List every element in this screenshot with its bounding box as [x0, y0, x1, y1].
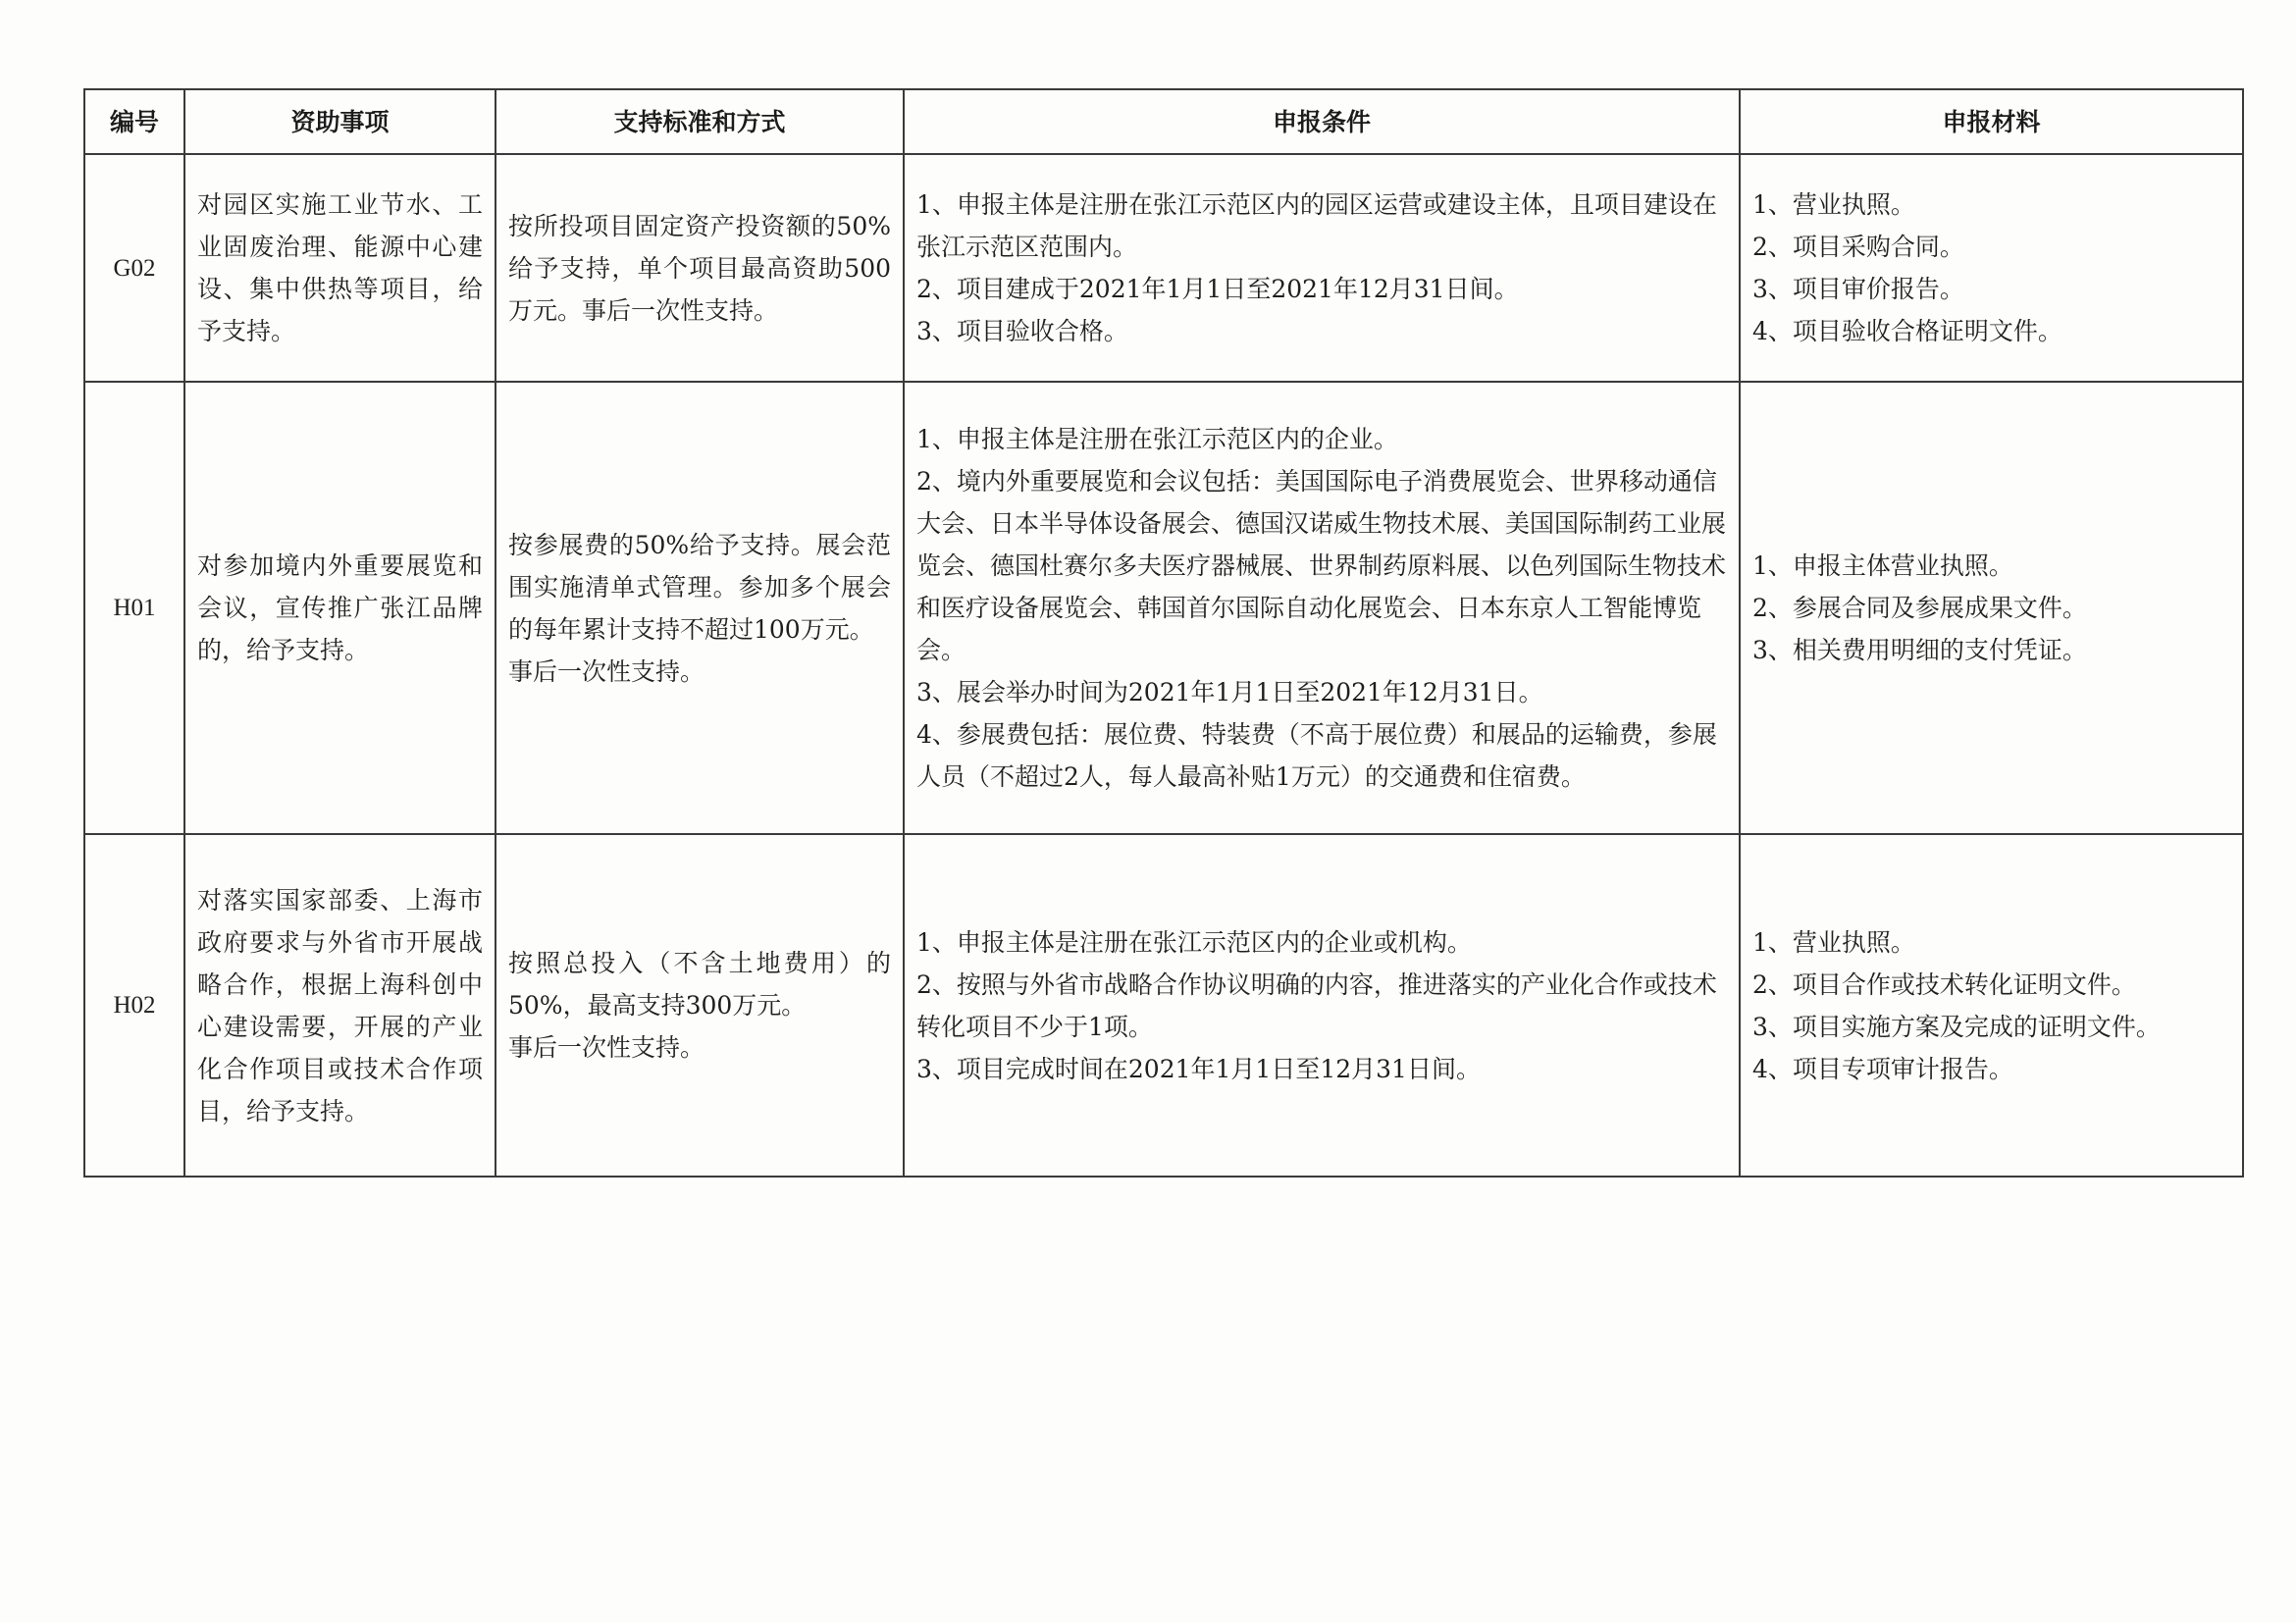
condition-line: 2、境内外重要展览和会议包括：美国国际电子消费展览会、世界移动通信大会、日本半导体设备展会、德国汉诺威生物技术展、美国国际制药工业展览会、德国杜赛尔多夫医疗器械展、世界制药原料展、以色列国际生物技术和医疗设备展览会、韩国首尔国际自动化展览会、日本东京人工智能博览会。	[916, 467, 1727, 664]
row-conditions	[904, 382, 1740, 834]
row-code: H02	[84, 834, 184, 1177]
funding-table	[83, 88, 2244, 1178]
material-line: 3、项目实施方案及完成的证明文件。	[1752, 1012, 2161, 1041]
row-materials	[1740, 154, 2243, 382]
row-standard	[496, 382, 904, 834]
row-standard	[496, 154, 904, 382]
row-item: 对参加境内外重要展览和会议，宣传推广张江品牌的，给予支持。	[184, 382, 496, 834]
material-line: 4、项目验收合格证明文件。	[1752, 317, 2062, 345]
row-item: 对园区实施工业节水、工业固废治理、能源中心建设、集中供热等项目，给予支持。	[184, 154, 496, 382]
material-line: 3、相关费用明细的支付凭证。	[1752, 636, 2087, 664]
material-line: 1、营业执照。	[1752, 190, 1915, 219]
standard-line: 按参展费的50%给予支持。展会范围实施清单式管理。参加多个展会的每年累计支持不超过100万元。	[508, 530, 891, 644]
header-code: 编号	[84, 89, 184, 154]
condition-line: 2、按照与外省市战略合作协议明确的内容，推进落实的产业化合作或技术转化项目不少于1项。	[916, 969, 1717, 1041]
material-line: 3、项目审价报告。	[1752, 275, 1964, 303]
header-conditions: 申报条件	[904, 89, 1740, 154]
condition-line: 2、项目建成于2021年1月1日至2021年12月31日间。	[916, 275, 1519, 303]
row-conditions	[904, 154, 1740, 382]
standard-line: 事后一次性支持。	[508, 1033, 705, 1062]
material-line: 4、项目专项审计报告。	[1752, 1054, 2013, 1083]
condition-line: 4、参展费包括：展位费、特装费（不高于展位费）和展品的运输费，参展人员（不超过2人，每人最高补贴1万元）的交通费和住宿费。	[916, 720, 1717, 791]
material-line: 2、项目采购合同。	[1752, 233, 1964, 261]
header-materials: 申报材料	[1740, 89, 2243, 154]
row-conditions	[904, 834, 1740, 1177]
row-item: 对落实国家部委、上海市政府要求与外省市开展战略合作，根据上海科创中心建设需要，开展的产业化合作项目或技术合作项目，给予支持。	[184, 834, 496, 1177]
table-row	[84, 834, 2243, 1177]
standard-line: 按照总投入（不含土地费用）的50%，最高支持300万元。	[508, 949, 891, 1020]
standard-line: 事后一次性支持。	[508, 656, 705, 686]
table-row	[84, 382, 2243, 834]
condition-line: 1、申报主体是注册在张江示范区内的园区运营或建设主体，且项目建设在张江示范区范围内。	[916, 190, 1717, 261]
material-line: 1、营业执照。	[1752, 927, 1915, 957]
condition-line: 1、申报主体是注册在张江示范区内的企业或机构。	[916, 927, 1472, 957]
material-line: 2、参展合同及参展成果文件。	[1752, 594, 2087, 622]
row-materials	[1740, 834, 2243, 1177]
row-standard	[496, 834, 904, 1177]
table-row	[84, 154, 2243, 382]
condition-line: 3、项目完成时间在2021年1月1日至12月31日间。	[916, 1054, 1481, 1083]
row-code: H01	[84, 382, 184, 834]
standard-line: 按所投项目固定资产投资额的50%给予支持，单个项目最高资助500万元。事后一次性支持。	[508, 211, 891, 325]
material-line: 1、申报主体营业执照。	[1752, 551, 2013, 580]
condition-line: 3、展会举办时间为2021年1月1日至2021年12月31日。	[916, 678, 1543, 707]
table-header-row	[84, 89, 2243, 154]
row-materials	[1740, 382, 2243, 834]
material-line: 2、项目合作或技术转化证明文件。	[1752, 969, 2136, 999]
row-code: G02	[84, 154, 184, 382]
condition-line: 1、申报主体是注册在张江示范区内的企业。	[916, 425, 1398, 453]
condition-line: 3、项目验收合格。	[916, 317, 1128, 345]
header-item: 资助事项	[184, 89, 496, 154]
header-standard: 支持标准和方式	[496, 89, 904, 154]
